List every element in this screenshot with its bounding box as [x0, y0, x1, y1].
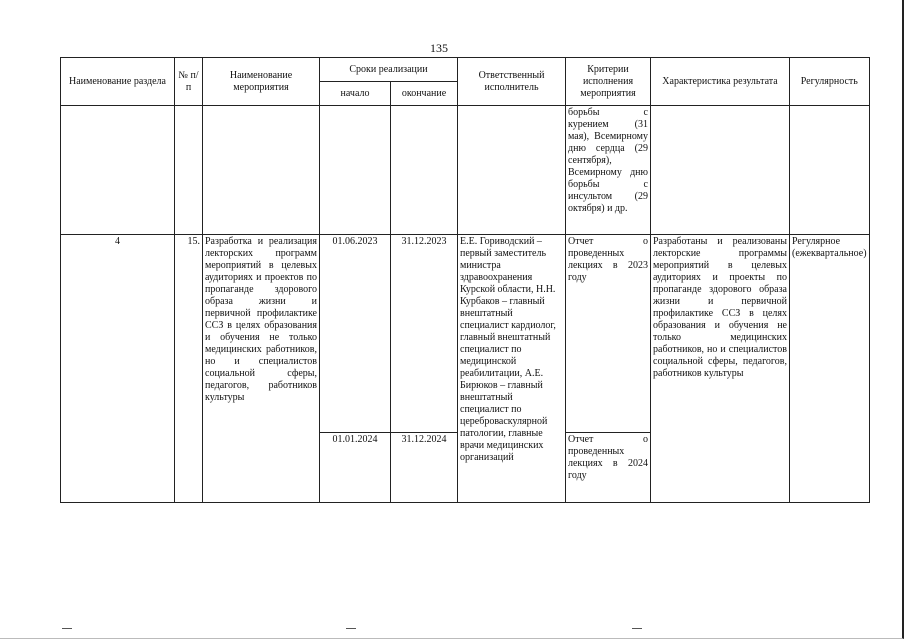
scan-mark	[62, 628, 72, 629]
header-result: Характеристика результата	[651, 58, 790, 106]
scan-mark	[346, 628, 356, 629]
cell-start-2023: 01.06.2023	[320, 235, 391, 433]
header-start: начало	[320, 82, 391, 106]
header-row	[61, 58, 870, 82]
header-criteria: Критерии исполнения мероприятия	[566, 58, 651, 106]
scan-mark	[632, 628, 642, 629]
cell-event: Разработка и реализация лекторских программ мероприятий в целевых аудиториях и проектов по пропаганде здорового образа жизни и первичной профилактике ССЗ в целях образования и обучения не только медицинских работников, но и специалистов социальной сферы, педагогов, работников культуры	[203, 235, 320, 503]
cell-criteria-2023: Отчет о проведенных лекциях в 2023 году	[566, 235, 651, 433]
header-executor: Ответственный исполнитель	[458, 58, 566, 106]
cell-section: 4	[61, 235, 175, 503]
cell-start-2024: 01.01.2024	[320, 433, 391, 503]
plan-table	[60, 57, 870, 503]
header-event: Наименование мероприятия	[203, 58, 320, 106]
cell-end-2023: 31.12.2023	[391, 235, 458, 433]
cell-end-2024: 31.12.2024	[391, 433, 458, 503]
continuation-criteria: борьбы с курением (31 мая), Всемирному дню сердца (29 сентября), Всемирному дню борьбы с инсультом (29 октября) и др.	[566, 106, 651, 235]
cell-criteria-2024: Отчет о проведенных лекциях в 2024 году	[566, 433, 651, 503]
cell-regularity: Регулярное (ежеквартальное)	[790, 235, 870, 503]
header-section: Наименование раздела	[61, 58, 175, 106]
header-num: № п/п	[175, 58, 203, 106]
header-period: Сроки реализации	[320, 58, 458, 82]
table-row	[61, 235, 870, 433]
cell-num: 15.	[175, 235, 203, 503]
continuation-row	[61, 106, 870, 235]
cell-result: Разработаны и реализованы лекторские программы мероприятий в целевых аудиториях и проекты по пропаганде здорового образа жизни и первичной профилактике ССЗ в целях образования и обучения не только медицинских работников, но и специалистов социальной сферы, педагогов, работников культуры	[651, 235, 790, 503]
header-regularity: Регулярность	[790, 58, 870, 106]
header-end: окончание	[391, 82, 458, 106]
page-number: 135	[430, 41, 448, 55]
cell-executor: Е.Е. Гориводский – первый заместитель министра здравоохранения Курской области, Н.Н. Курбаков – главный внештатный специалист кардиолог, главный внештатный специалист по медицинской реабилитации, А.Е. Бирюков – главный внештатный специалист по цереброваскулярной патологии, главные врачи медицинских организаций	[458, 235, 566, 503]
